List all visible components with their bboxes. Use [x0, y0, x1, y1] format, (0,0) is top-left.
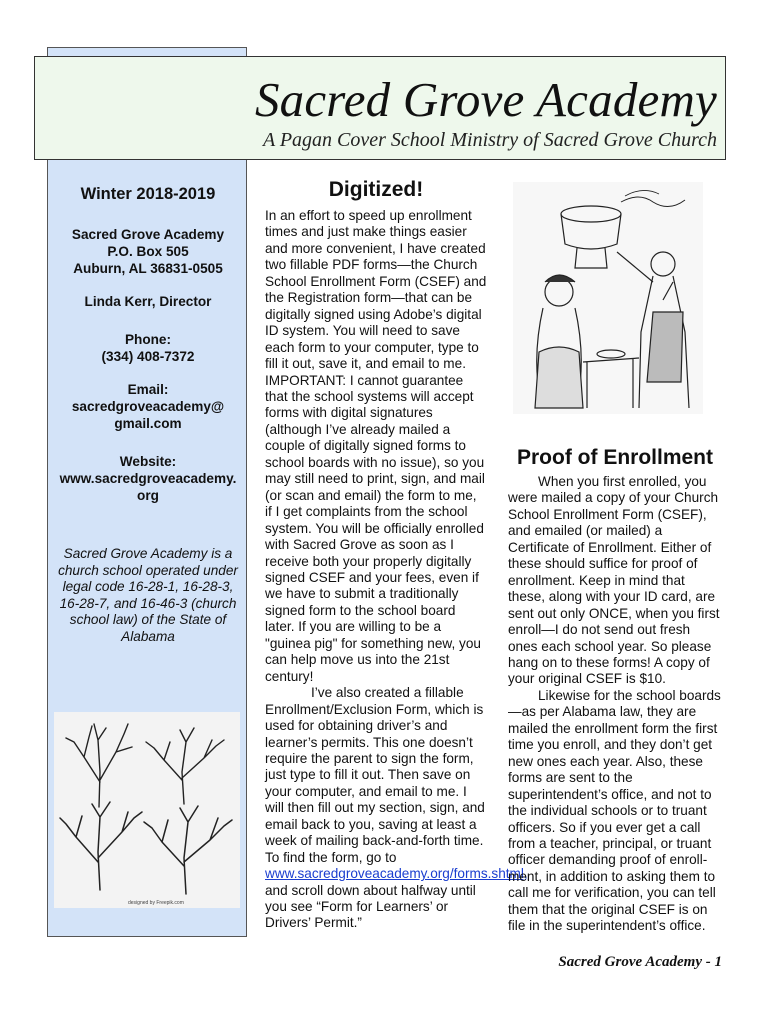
newsletter-title: Sacred Grove Academy: [254, 72, 717, 127]
email-address: gmail.com: [114, 416, 182, 431]
digitized-paragraph-2: [265, 685, 528, 932]
paragraph-text: Likewise for the school boards—as per Alabama law, they are mailed the enrollment form the first time you enroll, and they don’t get new ones each year. Also, these forms are sent to the superintendent’s office, and not to the individual schools or to truant officers. So if you ever get a call from a teacher, principal, or truant officer demanding proof of enroll-ment, in addition to asking them to call me for verification, you can tell them that the original CSEF is on file in the superintendent’s office.: [508, 687, 721, 934]
sidebar-content: [52, 185, 244, 645]
newsletter-subtitle: A Pagan Cover School Ministry of Sacred Grove Church: [262, 129, 717, 151]
trees-icon: [54, 712, 240, 908]
email-label: Email:: [127, 382, 169, 397]
director-line: Linda Kerr, Director: [84, 294, 212, 309]
forms-link[interactable]: www.sacredgroveacademy.org/forms.shtml,: [265, 866, 528, 882]
website-url: org: [137, 488, 159, 503]
phone-block: [52, 331, 244, 365]
paragraph-text: I’ve also created a fillable Enrollment/Exclusion Form, which is used for obtaining driver’s and learner’s permits. This one doesn’t require the parent to sign the form, just type to fill it out. Then save on your computer, and email to me. I will then fill out my section, sign, and email back to you, saving at least a week of mailing back-and-forth time. To find the form, go to: [265, 685, 485, 865]
digitized-article: [265, 178, 528, 932]
website-block: [52, 453, 244, 504]
website-url: www.sacredgroveacademy.: [59, 471, 237, 486]
paragraph-text: and scroll down about halfway until you see “Form for Learners’ or Drivers’ Permit.”: [265, 882, 476, 931]
address-line: P.O. Box 505: [107, 244, 189, 259]
phone-label: Phone:: [124, 332, 172, 347]
phone-number: (334) 408-7372: [101, 349, 195, 364]
proof-paragraph: [508, 474, 722, 688]
proof-heading: Proof of Enrollment: [517, 446, 713, 469]
digitized-paragraph: In an effort to speed up enrollment times and just make things easier and more convenient, I have created two fillable PDF forms—the Church School Enrollment Form (CSEF) and the Registration form—that can be digitally signed using Adobe’s digital ID system. You will need to save each form to your computer, type to fill it out, save it, and email to me. IMPORTANT: I cannot guarantee that the school systems will accept forms with digital signatures (although I’ve already mailed a couple of digitally signed forms to school boards with no issue), so you may still need to print, sign, and mail (or scan and email) the form to me, if I get complaints from the school system. You will be officially enrolled with Sacred Grove as soon as I receive both your properly digitally signed CSEF and your fees, even if we have to submit a traditionally signed form to the school board later. If you are willing to be a "guinea pig" for something new, you can help move us into the 21st century!: [265, 208, 487, 684]
engraving-icon: [513, 182, 703, 414]
season-label: Winter 2018-2019: [80, 185, 216, 203]
masthead: [34, 56, 726, 160]
page-footer: Sacred Grove Academy - 1: [558, 954, 722, 970]
email-block: [52, 381, 244, 432]
address-line: Auburn, AL 36831-0505: [73, 261, 223, 276]
mailing-address: [52, 226, 244, 277]
engraving-illustration: [513, 182, 703, 414]
digitized-heading: Digitized!: [328, 178, 424, 201]
school-description: Sacred Grove Academy is a church school operated under legal code 16-28-1, 16-28-3, 16-28-7, and 16-46-3 (church school law) of the State of Alabama: [58, 546, 238, 644]
bare-trees-illustration: [54, 712, 240, 908]
proof-of-enrollment-article: [508, 446, 722, 935]
website-label: Website:: [119, 454, 177, 469]
proof-paragraph-2: [508, 688, 722, 935]
illustration-credit: designed by Freepik.com: [128, 900, 184, 906]
address-line: Sacred Grove Academy: [71, 227, 225, 242]
paragraph-text: When you first enrolled, you were mailed a copy of your Church School Enrollment Form (CSEF), and emailed (or mailed) a Certificate of Enrollment. Either of these should suffice for proof of enrollment. Keep in mind that these, along with your ID card, are sent out only ONCE, when you first enroll—I do not send out fresh ones each school year. So please hang on to these forms! A copy of your original CSEF is $10.: [508, 474, 720, 687]
email-address: sacredgroveacademy@: [71, 399, 225, 414]
